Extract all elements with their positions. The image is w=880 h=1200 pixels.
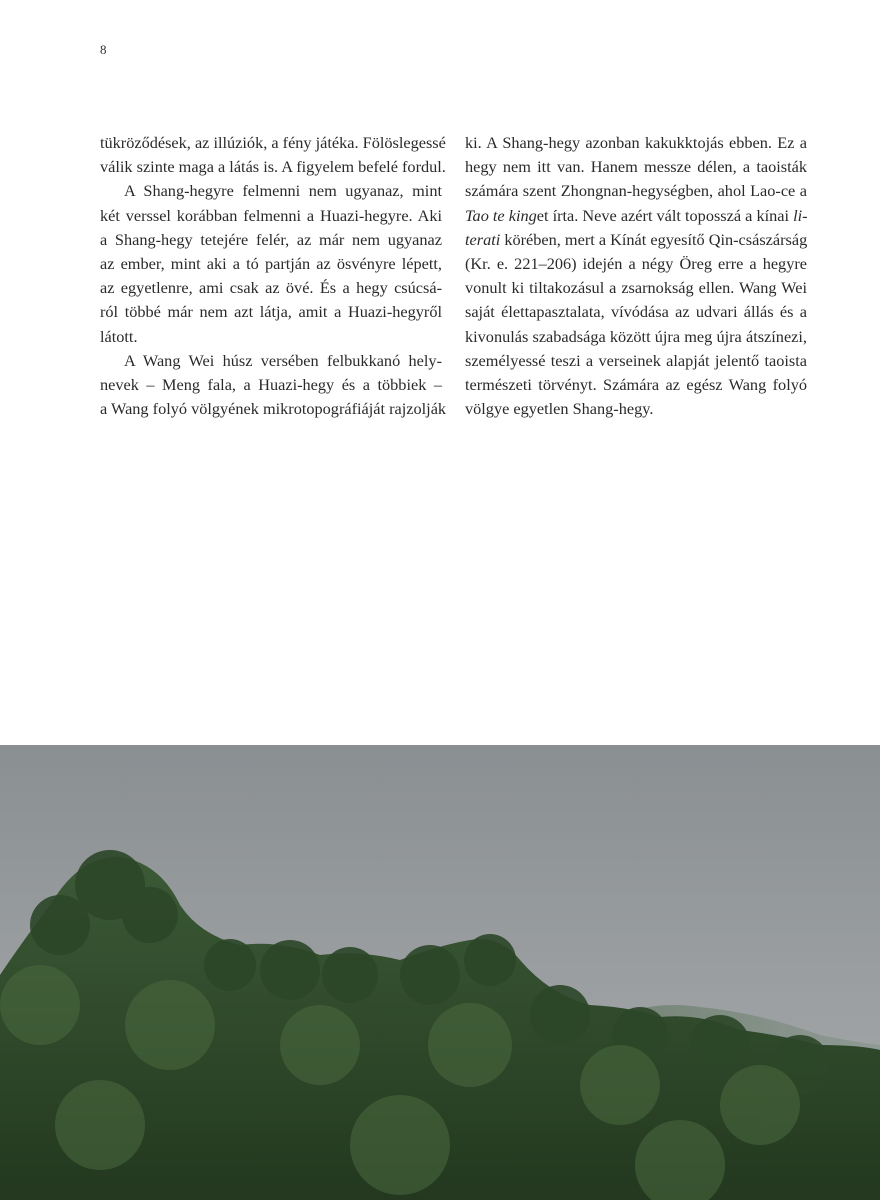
italic-text: terati (465, 229, 501, 249)
page-number: 8 (100, 42, 107, 57)
text-segment: válik szinte maga a látás is. A figyelem befelé fordul. (100, 157, 446, 177)
text-segment: (Kr. e. 221–206) idején a négy Öreg erre a hegyre (465, 253, 807, 273)
text-line (465, 204, 807, 228)
text-line (465, 252, 807, 276)
text-segment: völgye egyetlen Shang-hegy. (465, 399, 654, 419)
text-segment: személyessé teszi a verseinek alapját jelentő taoista (465, 350, 807, 370)
text-line (465, 373, 807, 397)
text-line (100, 325, 442, 349)
text-segment: látott. (100, 326, 138, 346)
text-line (465, 397, 807, 421)
text-segment: természeti törvényt. Számára az egész Wang folyó (465, 374, 807, 394)
text-segment: tükröződések, az illúziók, a fény játéka. Fölöslegessé (100, 133, 446, 152)
text-line (100, 252, 442, 276)
text-line (100, 300, 442, 324)
text-line (465, 155, 807, 179)
text-segment: ról többé már nem azt látja, amit a Huazi-hegyről (100, 302, 442, 322)
text-line (100, 131, 446, 155)
text-column-left (100, 131, 447, 421)
text-segment: A Wang Wei húsz versében felbukkanó hely- (124, 350, 442, 370)
text-segment: saját élettapasztalata, vívódása az udvari állás és a (465, 302, 807, 322)
text-line (465, 179, 807, 203)
text-line (465, 276, 807, 300)
text-segment: nevek – Meng fala, a Huazi-hegy és a többiek – (100, 374, 442, 394)
text-segment: az egyetlenre, ami csak az övé. És a hegy csúcsá- (100, 278, 442, 298)
text-segment: az ember, mint aki a tó partján az ösvényre lépett, (100, 253, 442, 273)
text-line (100, 228, 442, 252)
text-segment: számára szent Zhongnan-hegységben, ahol Lao-ce a (465, 181, 807, 201)
text-line (465, 131, 807, 155)
text-line (465, 325, 807, 349)
text-line (100, 397, 447, 421)
forest-photo (0, 745, 880, 1200)
text-column-right (465, 131, 807, 421)
italic-text: Tao te king (465, 205, 537, 225)
text-line (100, 155, 446, 179)
text-line (465, 228, 807, 252)
text-line (100, 373, 442, 397)
text-line (465, 300, 807, 324)
text-segment: hegy nem itt van. Hanem messze délen, a taoisták (465, 157, 807, 177)
text-segment: kivonulás szabadsága között újra meg újra átszínezi, (465, 326, 807, 346)
text-segment: A Shang-hegyre felmenni nem ugyanaz, mint (124, 181, 442, 201)
text-segment: ki. A Shang-hegy azonban kakukktojás ebben. Ez a (465, 133, 807, 152)
text-segment: a Shang-hegy tetejére felér, az már nem ugyanaz (100, 229, 442, 249)
text-segment: két verssel korábban felmenni a Huazi-hegyre. Aki (100, 205, 442, 225)
text-segment: körében, mert a Kínát egyesítő Qin-császárság (500, 229, 808, 249)
text-line (100, 204, 442, 228)
text-line (100, 349, 442, 373)
italic-text: li- (793, 205, 808, 225)
text-segment: a Wang folyó völgyének mikrotopográfiáját rajzolják (100, 399, 447, 419)
text-segment: vonult ki tiltakozásul a zsarnokság ellen. Wang Wei (465, 278, 807, 298)
text-line (100, 179, 442, 203)
text-line (465, 349, 807, 373)
text-segment: et írta. Neve azért vált toposszá a kínai (536, 205, 794, 225)
text-line (100, 276, 442, 300)
